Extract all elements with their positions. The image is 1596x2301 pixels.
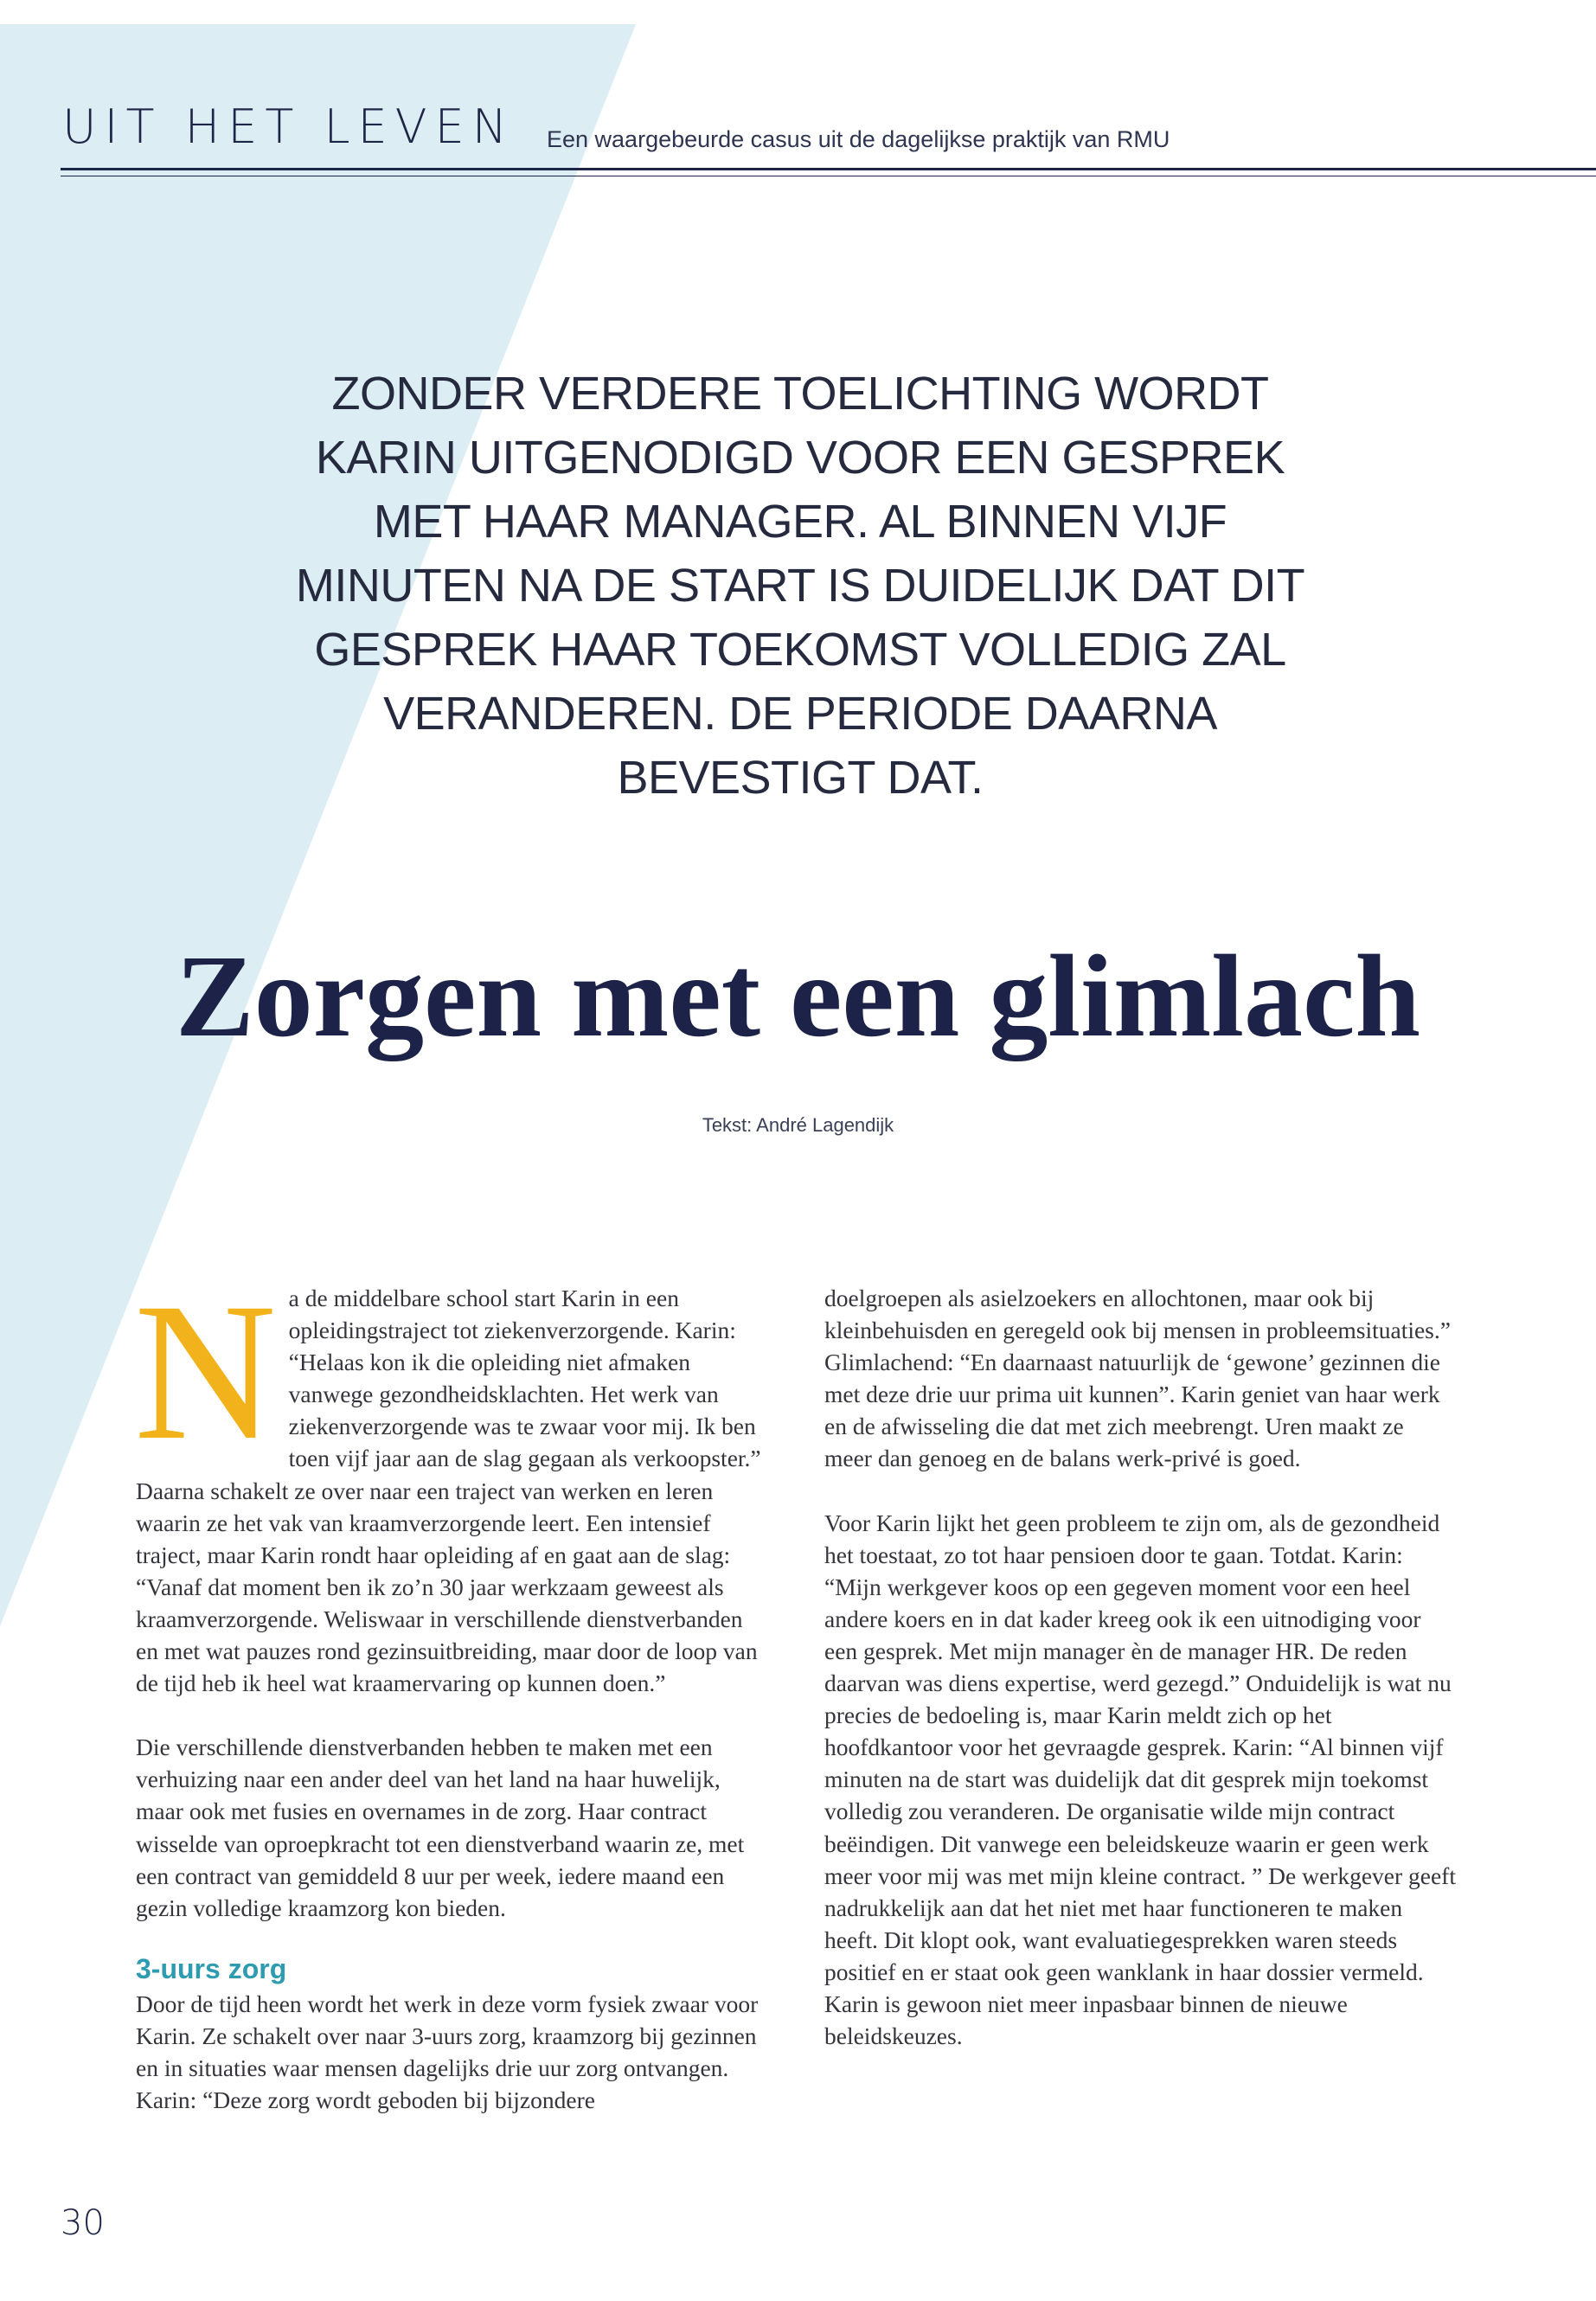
author-credit: Tekst: André Lagendijk	[702, 1114, 894, 1136]
article-column-right	[824, 1282, 1456, 2052]
paragraph-intro-text: a de middelbare school start Karin in een opleidingstraject tot ziekenverzorgende. Karin: “Helaas kon ik die opleiding niet afmaken vanwege gezondheidsklachten. Het werk van ziekenverzorgende was te zwaar voor mij. Ik ben toen vijf jaar aan de slag gegaan als verkoopster.” Daarna schakelt ze over naar een traject van werken en leren waarin ze het vak van kraamverzorgende leert. Een intensief traject, maar Karin rondt haar opleiding af en gaat aan de slag: “Vanaf dat moment ben ik zo’n 30 jaar werkzaam geweest als kraamverzorgende. Weliswaar in verschillende dienstverbanden en met wat pauzes rond gezinsuitbreiding, maar door de loop van de tijd heb ik heel wat kraamervaring op kunnen doen.”	[136, 1285, 761, 1697]
paragraph-intro	[134, 1263, 763, 1699]
drop-cap: N	[134, 1263, 277, 1481]
header-rule	[61, 168, 1596, 170]
page-number: 30	[61, 2203, 105, 2243]
paragraph: doelgroepen als asielzoekers en allochtonen, maar ook bij kleinbehuisden en geregeld ook bij mensen in probleemsituaties.” Glimlachend: “En daarnaast natuurlijk de ‘gewone’ gezinnen die met deze drie uur prima uit kunnen”. Karin geniet van haar werk en de afwisseling die dat met zich meebrengt. Uren maakt ze meer dan genoeg en de balans werk-privé is goed.	[824, 1285, 1451, 1472]
article-title: Zorgen met een glimlach	[175, 932, 1421, 1061]
paragraph: Die verschillende dienstverbanden hebben te maken met een verhuizing naar een ander deel van het land na haar huwelijk, maar ook met fusies en overnames in de zorg. Haar contract wisselde van oproepkracht tot een dienstverband waarin ze, met een contract van gemiddeld 8 uur per week, iedere maand een gezin volledige kraamzorg kon bieden.	[136, 1734, 745, 1921]
section-label: UIT HET LEVEN	[62, 99, 516, 154]
subheading: 3-uurs zorg	[136, 1952, 287, 1984]
article-column-left	[134, 1263, 763, 2116]
paragraph: Door de tijd heen wordt het werk in deze vorm fysiek zwaar voor Karin. Ze schakelt over naar 3-uurs zorg, kraamzorg bij gezinnen en in situaties waar mensen dagelijks drie uur zorg ontvangen. Karin: “Deze zorg wordt geboden bij bijzondere	[136, 1990, 759, 2114]
paragraph: Voor Karin lijkt het geen probleem te zijn om, als de gezondheid het toestaat, zo tot haar pensioen door te gaan. Totdat. Karin: “Mijn werkgever koos op een gegeven moment voor een heel andere koers en in dat kader kreeg ook ik een uitnodiging voor een gesprek. Met mijn manager èn de manager HR. De reden daarvan was diens expertise, werd gezegd.” Onduidelijk is wat nu precies de bedoeling is, maar Karin meldt zich op het hoofdkantoor voor het gevraagde gesprek. Karin: “Al binnen vijf minuten na de start was duidelijk dat dit gesprek mijn toekomst volledig zou veranderen. De organisatie wilde mijn contract beëindigen. Dit vanwege een beleidskeuze waarin er geen werk meer voor mij was met mijn kleine contract. ” De werkgever geeft nadrukkelijk aan dat het niet met haar functioneren te maken heeft. Dit klopt ook, want evaluatiegesprekken waren steeds positief en er staat ook geen wanklank in haar dossier vermeld. Karin is gewoon niet meer inpasbaar binnen de nieuwe beleidskeuzes.	[824, 1509, 1456, 2050]
section-subtitle: Een waargebeurde casus uit de dagelijkse praktijk van RMU	[547, 126, 1170, 152]
lead-intro: ZONDER VERDERE TOELICHTING WORDT KARIN UITGENODIGD VOOR EEN GESPREK MET HAAR MANAGER. AL BINNEN VIJF MINUTEN NA DE START IS DUIDELIJK DAT DIT GESPREK HAAR TOEKOMST VOLLEDIG ZAL VERANDEREN. DE PERIODE DAARNA BEVESTIGT DAT.	[295, 368, 1305, 804]
